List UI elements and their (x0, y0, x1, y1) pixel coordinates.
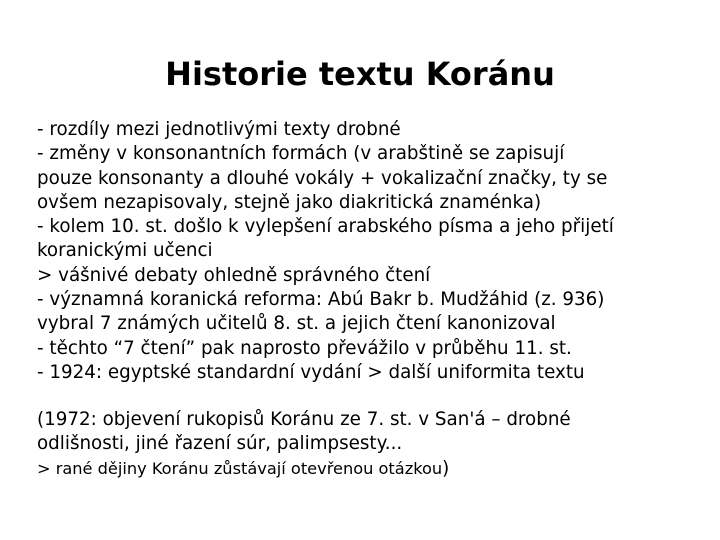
note-line: odlišnosti, jiné řazení súr, palimpsesty... (37, 433, 403, 455)
body-line: koranickými učenci (37, 240, 213, 262)
slide-title: Historie textu Koránu (165, 55, 555, 93)
body-line: - 1924: egyptské standardní vydání > další uniformita textu (37, 361, 585, 383)
note-closing-paren: ) (442, 457, 450, 479)
note-last-line-text: > rané dějiny Koránu zůstávají otevřenou otázkou (37, 458, 443, 478)
body-line: > vášnivé debaty ohledně správného čtení (37, 264, 431, 286)
body-text (37, 118, 707, 385)
note-text (37, 408, 707, 481)
body-line: - významná koranická reforma: Abú Bakr b. Mudžáhid (z. 936) (37, 289, 605, 311)
body-line: ovšem nezapisovaly, stejně jako diakritická znaménka) (37, 191, 542, 213)
note-line: (1972: objevení rukopisů Koránu ze 7. st. v San'á – drobné (37, 409, 571, 430)
body-line: - rozdíly mezi jednotlivými texty drobné (37, 119, 401, 140)
body-line: - změny v konsonantních formách (v arabštině se zapisují (37, 143, 565, 165)
body-line: vybral 7 známých učitelů 8. st. a jejich čtení kanonizoval (37, 313, 556, 335)
body-line: pouze konsonanty a dlouhé vokály + vokalizační značky, ty se (37, 167, 608, 189)
body-line: - kolem 10. st. došlo k vylepšení arabského písma a jeho přijetí (37, 216, 614, 238)
note-last-line (37, 457, 707, 481)
body-line: - těchto “7 čtení” pak naprosto převážilo v průběhu 11. st. (37, 337, 572, 359)
